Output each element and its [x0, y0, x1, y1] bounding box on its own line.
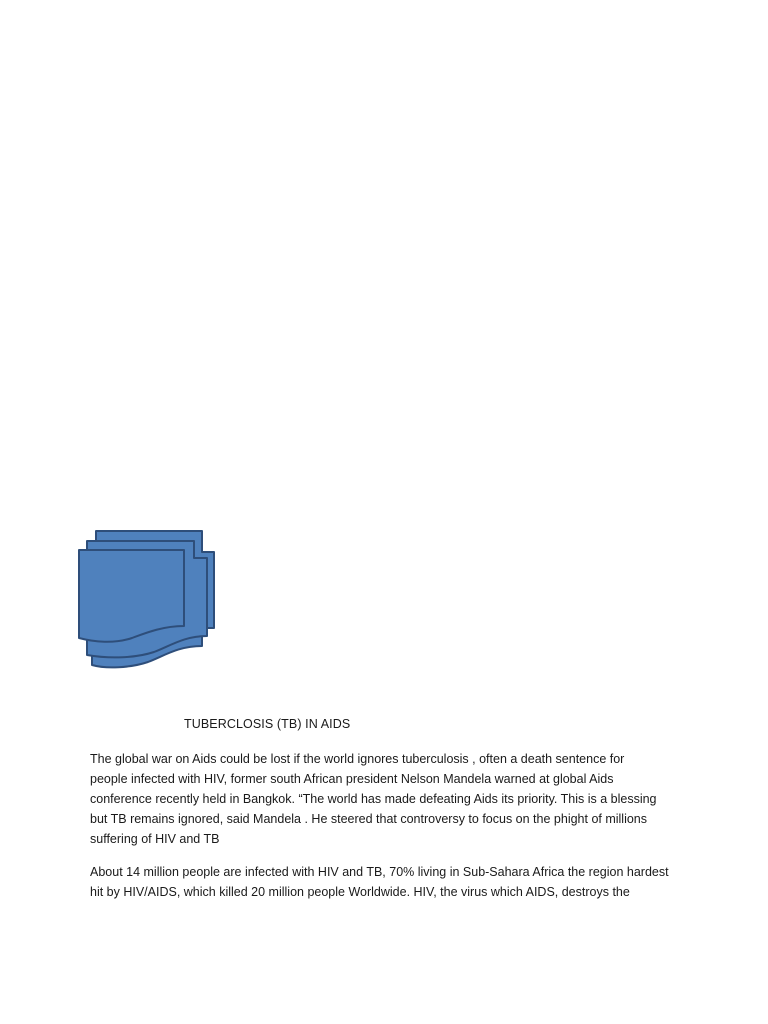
paragraph-line: but TB remains ignored, said Mandela . He steered that controversy to focus on the phight of millions	[90, 812, 648, 826]
multidocument-front-page	[79, 550, 184, 642]
paragraph-1	[90, 749, 690, 849]
paragraph-line: hit by HIV/AIDS, which killed 20 million people Worldwide. HIV, the virus which AIDS, destroys the	[90, 885, 630, 899]
paragraph-line: people infected with HIV, former south African president Nelson Mandela warned at global Aids	[90, 772, 614, 786]
paragraph-2	[90, 862, 690, 902]
multidocument-icon	[76, 528, 218, 670]
document-title: TUBERCLOSIS (TB) IN AIDS	[184, 717, 351, 731]
paragraph-line: About 14 million people are infected with HIV and TB, 70% living in Sub-Sahara Africa the region hardest	[90, 865, 669, 879]
paragraph-line: suffering of HIV and TB	[90, 832, 220, 846]
paragraph-line: The global war on Aids could be lost if the world ignores tuberculosis , often a death sentence for	[90, 752, 625, 766]
paragraph-line: conference recently held in Bangkok. “The world has made defeating Aids its priority. This is a blessing	[90, 792, 657, 806]
